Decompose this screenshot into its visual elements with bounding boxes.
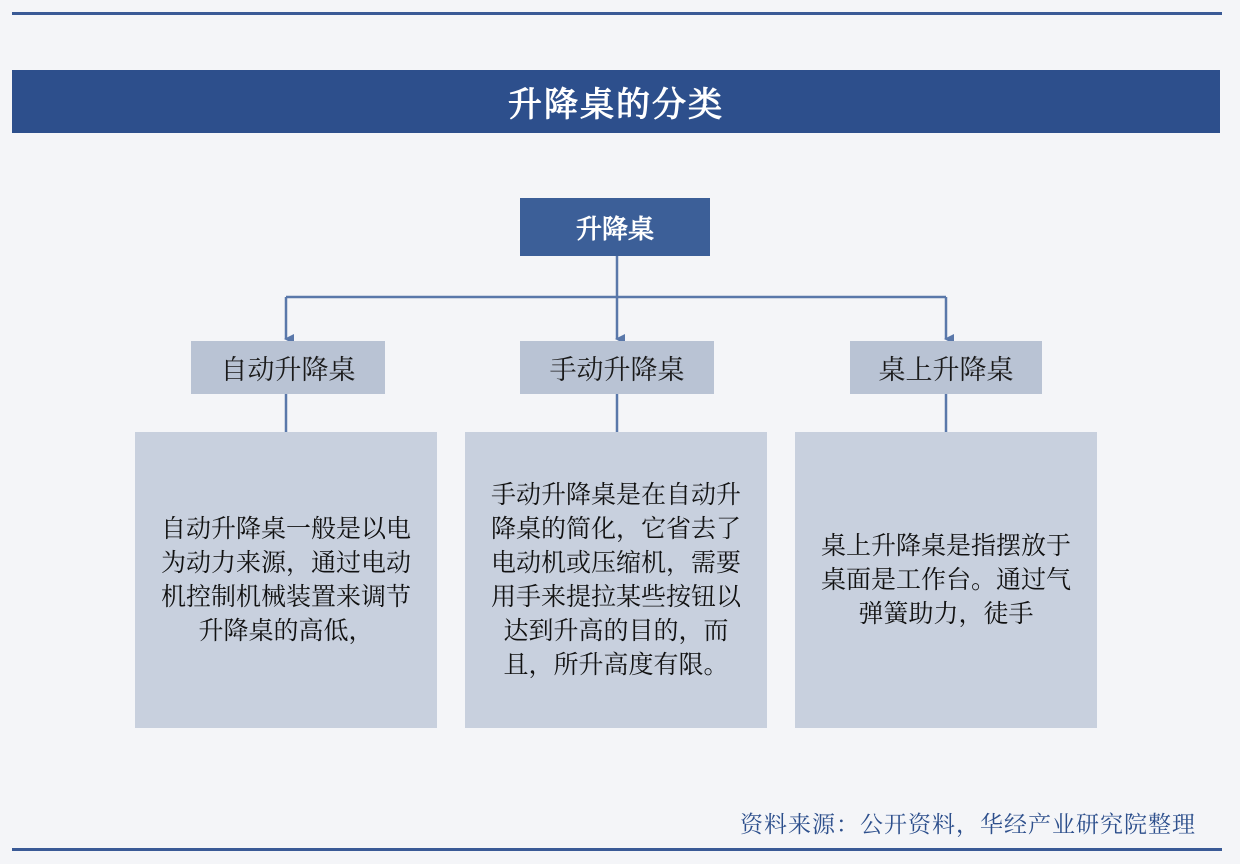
description-manual-lift-desk [465, 432, 767, 728]
root-node: 升降桌 [520, 198, 710, 256]
description-auto-lift-desk [135, 432, 437, 728]
category-desktop-lift-desk: 桌上升降桌 [850, 341, 1042, 394]
category-manual-lift-desk: 手动升降桌 [520, 341, 714, 394]
description-text: 桌上升降桌是指摆放于桌面是工作台。通过气弹簧助力，徒手 [820, 531, 1071, 628]
category-auto-lift-desk: 自动升降桌 [191, 341, 385, 394]
description-text: 自动升降桌一般是以电为动力来源，通过电动机控制机械装置来调节升降桌的高低， [160, 514, 411, 645]
description-desktop-lift-desk [795, 432, 1097, 728]
bottom-rule [12, 848, 1222, 851]
description-text: 手动升降桌是在自动升降桌的简化，它省去了电动机或压缩机，需要用手来提拉某些按钮以达到升高的目的，而且，所升高度有限。 [490, 480, 741, 679]
source-note: 资料来源：公开资料，华经产业研究院整理 [740, 812, 1196, 838]
page-title: 升降桌的分类 [12, 70, 1220, 133]
